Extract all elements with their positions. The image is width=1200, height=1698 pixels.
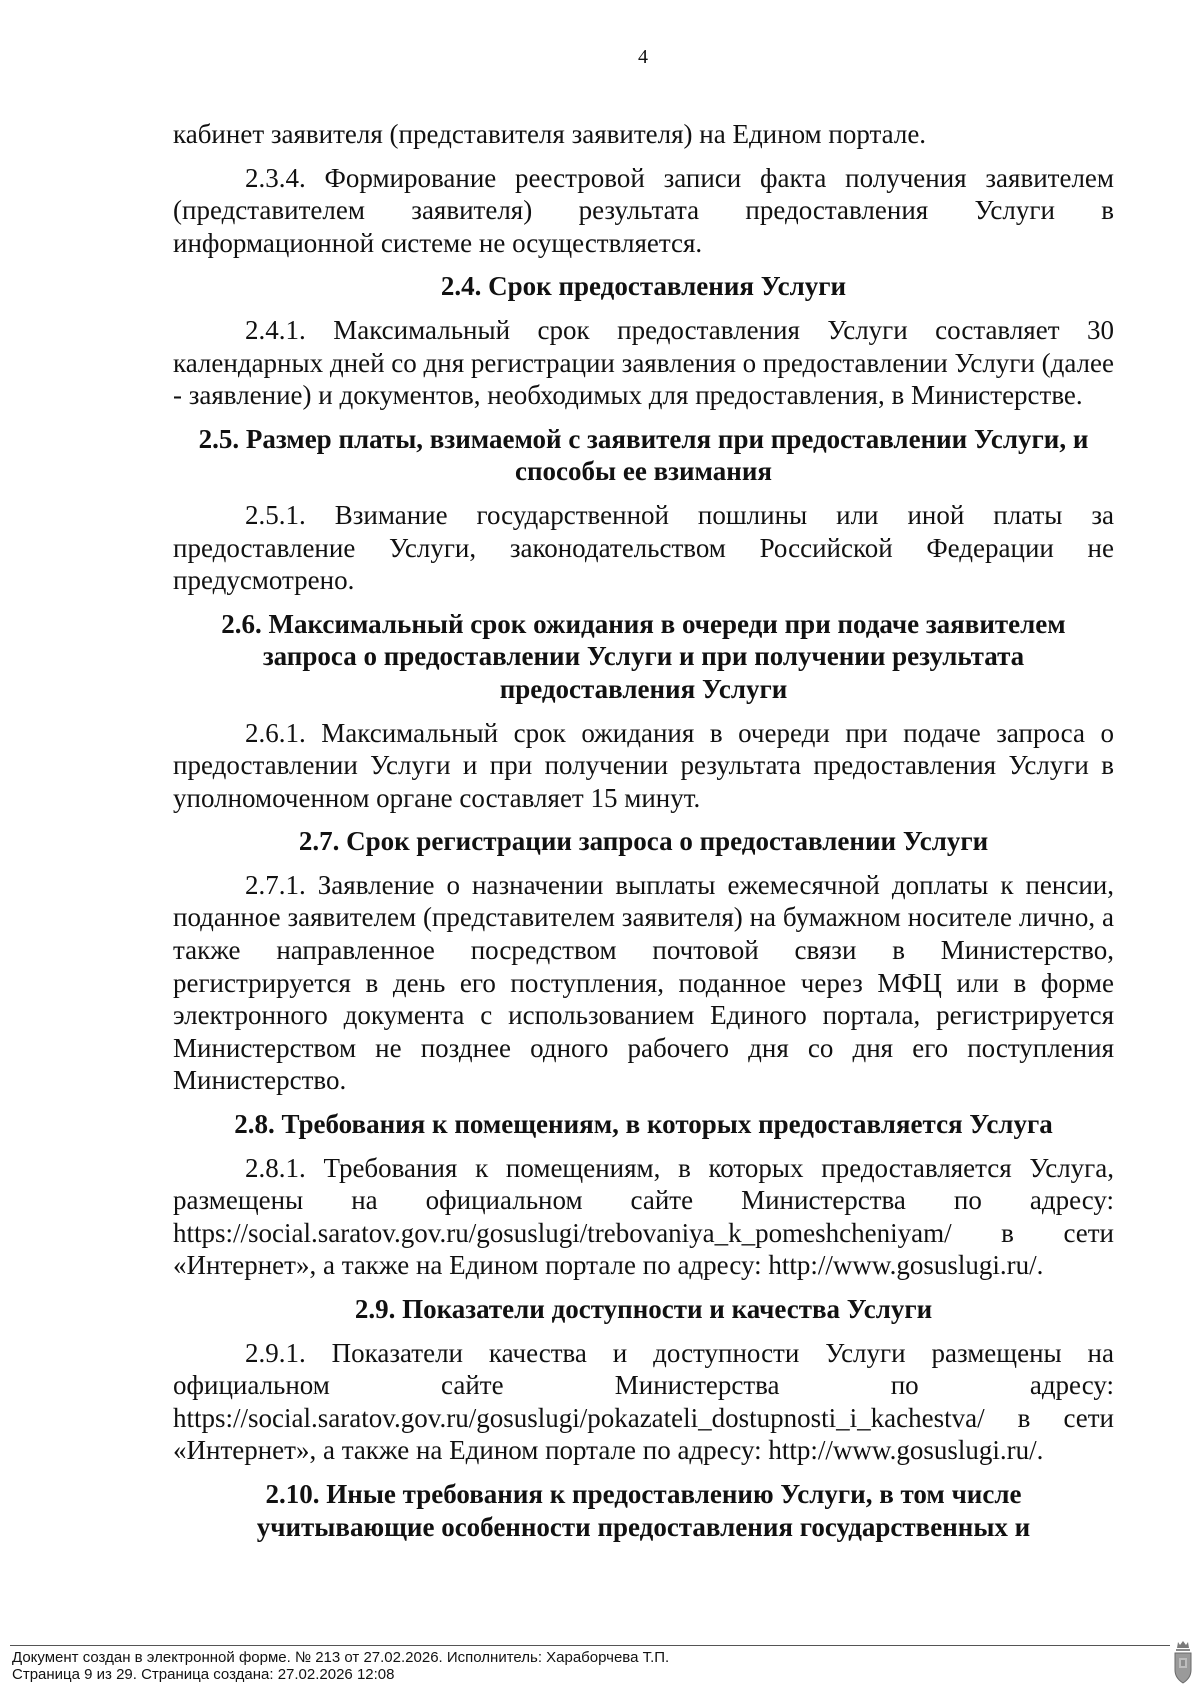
paragraph-2-3-4: 2.3.4. Формирование реестровой записи факта получения заявителем (представителем заявителя) результата предоставления Услуги в информационной системе не осуществляется. bbox=[173, 162, 1114, 258]
heading-2-6-line2: запроса о предоставлении Услуги и при получении результата bbox=[262, 641, 1025, 672]
paragraph-2-4-1: 2.4.1. Максимальный срок предоставления Услуги составляет 30 календарных дней со дня регистрации заявления о предоставлении Услуги (далее - заявление) и документов, необходимых для предоставления, в Министерстве. bbox=[173, 314, 1114, 411]
heading-2-6-line1: 2.6. Максимальный срок ожидания в очереди при подаче заявителем bbox=[221, 608, 1066, 639]
page-number: 4 bbox=[638, 46, 648, 68]
heading-2-4: 2.4. Срок предоставления Услуги bbox=[440, 271, 847, 302]
footer-line-1: Документ создан в электронной форме. № 213 от 27.02.2026. Исполнитель: Хараборчева Т.П. bbox=[12, 1649, 670, 1666]
link-trebovaniya-url[interactable]: https://social.saratov.gov.ru/gosuslugi/trebovaniya_k_pomeshcheniyam/ bbox=[173, 1217, 952, 1248]
paragraph-2-8-1-end: в сети «Интернет», а также на Едином портале по адресу: http://www.gosuslugi.ru/. bbox=[173, 1217, 1115, 1281]
heading-2-5-line1: 2.5. Размер платы, взимаемой с заявителя при предоставлении Услуги, и bbox=[198, 423, 1089, 454]
paragraph-intro: кабинет заявителя (представителя заявителя) на Едином портале. bbox=[173, 119, 927, 149]
footer bbox=[12, 1649, 669, 1683]
heading-2-10-line1: 2.10. Иные требования к предоставлению Услуги, в том числе bbox=[265, 1478, 1022, 1509]
paragraph-2-9-1-end: в сети «Интернет», а также на Едином портале по адресу: http://www.gosuslugi.ru/. bbox=[173, 1402, 1115, 1466]
coat-of-arms-icon bbox=[1172, 1640, 1194, 1686]
heading-2-6 bbox=[173, 608, 1114, 706]
heading-2-5-line2: способы ее взимания bbox=[515, 456, 772, 487]
paragraph-2-8-1 bbox=[173, 1152, 1114, 1282]
paragraph-2-7-1: 2.7.1. Заявление о назначении выплаты ежемесячной доплаты к пенсии, поданное заявителем (представителем заявителя) на бумажном носителе лично, а также направленное посредством почтовой связи в Министерство, регистрируется в день его поступления, поданное через МФЦ или в форме электронного документа с использованием Единого портала, регистрируется Министерством не позднее одного рабочего дня со дня его поступления Министерство. bbox=[173, 869, 1114, 1096]
footer-line-2: Страница 9 из 29. Страница создана: 27.02.2026 12:08 bbox=[12, 1666, 395, 1683]
heading-2-8: 2.8. Требования к помещениям, в которых предоставляется Услуга bbox=[234, 1109, 1053, 1140]
heading-2-9: 2.9. Показатели доступности и качества Услуги bbox=[354, 1294, 933, 1324]
paragraph-2-8-1-start: 2.8.1. Требования к помещениям, в которых предоставляется Услуга, размещены на официальном сайте Министерства по адресу: bbox=[173, 1152, 1114, 1216]
link-pokazateli-url[interactable]: https://social.saratov.gov.ru/gosuslugi/pokazateli_dostupnosti_i_kachestva/ bbox=[173, 1402, 985, 1433]
paragraph-2-9-1-start: 2.9.1. Показатели качества и доступности Услуги размещены на официальном сайте Министерства по адресу: bbox=[173, 1337, 1114, 1401]
heading-2-10-line2: учитывающие особенности предоставления государственных и bbox=[256, 1511, 1031, 1542]
heading-2-7: 2.7. Срок регистрации запроса о предоставлении Услуги bbox=[298, 826, 989, 857]
paragraph-2-5-1: 2.5.1. Взимание государственной пошлины или иной платы за предоставление Услуги, законодательством Российской Федерации не предусмотрено. bbox=[173, 499, 1114, 596]
heading-2-10 bbox=[173, 1478, 1114, 1543]
document-body bbox=[173, 118, 1114, 1554]
footer-divider bbox=[10, 1645, 1170, 1646]
paragraph-2-9-1 bbox=[173, 1337, 1114, 1467]
paragraph-2-6-1: 2.6.1. Максимальный срок ожидания в очереди при подаче запроса о предоставлении Услуги и при получении результата предоставления Услуги в уполномоченном органе составляет 15 минут. bbox=[173, 717, 1114, 813]
heading-2-6-line3: предоставления Услуги bbox=[499, 673, 788, 704]
heading-2-5 bbox=[173, 423, 1114, 488]
